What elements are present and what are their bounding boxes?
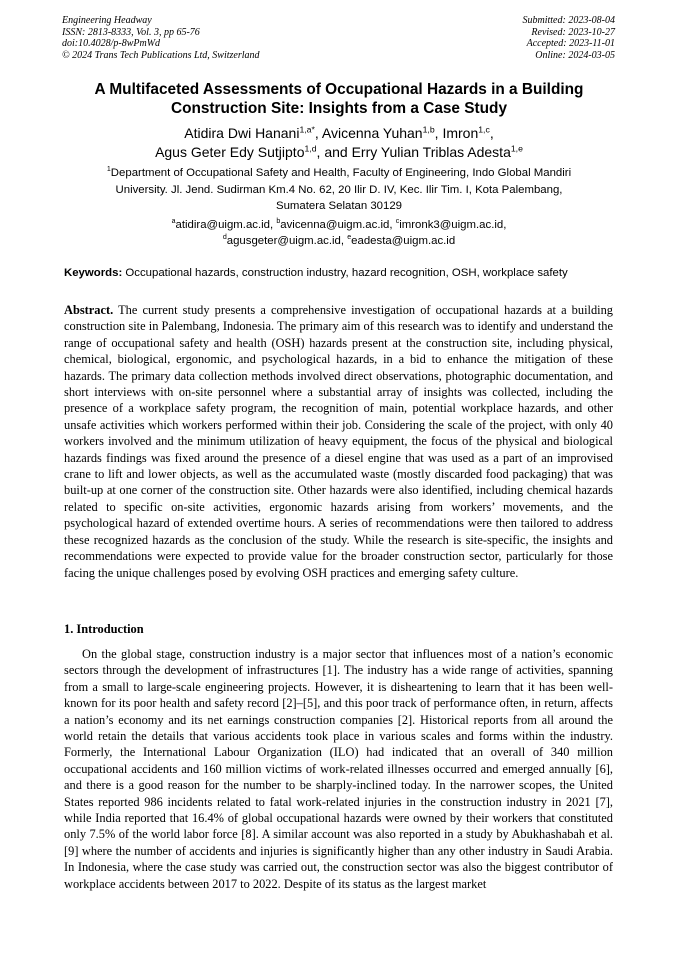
authors-line-2 bbox=[64, 143, 614, 162]
email-link[interactable]: atidira@uigm.ac.id bbox=[175, 219, 271, 231]
abstract bbox=[64, 302, 613, 581]
author-separator: , and bbox=[316, 144, 352, 160]
affiliation-text: Department of Occupational Safety and Health, Faculty of Engineering, Indo Global Mandiri bbox=[110, 167, 572, 179]
email-mark: e bbox=[347, 234, 352, 242]
author-affil-mark: 1,c bbox=[478, 124, 490, 135]
date-online: Online: 2024-03-05 bbox=[535, 49, 615, 61]
introduction-paragraph: On the global stage, construction industry is a major sector that influences most of a nation’s economic sectors through the development of infrastructures [1]. The industry has a wide range of activities, spanning from a small to large-scale engineering projects. However, it is disheartening to learn that it has been well-known for its poor health and safety record [2]–[5], and this poor track of performance often, in return, affects a nation’s economy and its net earnings construction companies [2]. Historical reports from all around the world retain the details that various accidents took place in various scales and forms within the industry. Formerly, the International Labour Organization (ILO) had indicated that an overall of 340 million occupational accidents and 160 million victims of work-related illnesses occurred and emerged annually [6], and there is a good reason for the number to be sharply-inclined today. In the narrower scopes, the United States reported 986 incidents related to fatal work-related injuries in the construction industry in 2021 [7], while India reported that 16.4% of global occupational hazards were owned by their workers that constituted only 7.5% of the world labor force [8]. A similar account was also reported in a study by Abukhashabah et al. [9] where the number of accidents and injuries is significantly higher than any other industry in Saudi Arabia. In Indonesia, where the case study was carried out, the construction sector was also the biggest contributor of workplace accidents between 2017 to 2022. Despite of its status as the largest market bbox=[64, 647, 613, 891]
affiliation-mark: 1 bbox=[106, 166, 111, 174]
author-affil-mark: 1,b bbox=[422, 124, 435, 135]
date-revised: Revised: 2023-10-27 bbox=[531, 26, 615, 38]
author-name: Agus Geter Edy Sutjipto bbox=[155, 144, 305, 160]
title-line-2: Construction Site: Insights from a Case Study bbox=[170, 100, 508, 117]
author-name: Avicenna Yuhan bbox=[321, 125, 423, 141]
author-name: Atidira Dwi Hanani bbox=[184, 125, 300, 141]
email-link[interactable]: avicenna@uigm.ac.id bbox=[280, 219, 390, 231]
author-separator: , bbox=[489, 125, 494, 141]
affiliation-line-3: Sumatera Selatan 30129 bbox=[275, 200, 403, 212]
journal-issn: ISSN: 2813-8333, Vol. 3, pp 65-76 bbox=[62, 26, 200, 38]
date-submitted: Submitted: 2023-08-04 bbox=[522, 15, 615, 26]
email-separator: , bbox=[270, 219, 277, 231]
emails-line-2 bbox=[64, 233, 614, 249]
email-mark: c bbox=[395, 218, 400, 226]
journal-doi: doi:10.4028/p-8wPmWd bbox=[62, 38, 161, 49]
section-heading-introduction: 1. Introduction bbox=[64, 622, 144, 636]
abstract-label: Abstract. bbox=[64, 303, 114, 317]
emails-line-1 bbox=[64, 217, 614, 233]
author-emails bbox=[64, 217, 614, 249]
affiliation-line-2: University. Jl. Jend. Sudirman Km.4 No. 62, 20 Ilir D. IV, Kec. Ilir Tim. I, Kota Palembang, bbox=[115, 183, 563, 196]
authors-line-1 bbox=[64, 124, 614, 143]
journal-copyright: © 2024 Trans Tech Publications Ltd, Switzerland bbox=[62, 49, 260, 61]
email-separator: , bbox=[389, 219, 396, 231]
journal-name: Engineering Headway bbox=[62, 15, 152, 26]
author-affil-mark: 1,e bbox=[510, 143, 523, 154]
email-link[interactable]: eadesta@uigm.ac.id bbox=[351, 235, 456, 247]
email-separator: , bbox=[340, 235, 348, 247]
keywords-label: Keywords: bbox=[64, 267, 123, 279]
title-line-1: A Multifaceted Assessments of Occupational Hazards in a Building bbox=[94, 81, 584, 98]
author-name: Erry Yulian Triblas Adesta bbox=[351, 144, 511, 160]
journal-info bbox=[62, 15, 260, 61]
email-link[interactable]: imronk3@uigm.ac.id bbox=[399, 219, 504, 231]
submission-dates bbox=[523, 15, 616, 61]
email-mark: a bbox=[171, 218, 176, 226]
paper-title bbox=[64, 80, 614, 118]
email-mark: b bbox=[276, 218, 281, 226]
author-list bbox=[64, 124, 614, 162]
email-mark: d bbox=[222, 234, 227, 242]
author-affil-mark: 1,d bbox=[304, 143, 317, 154]
affiliation-line-1 bbox=[64, 165, 614, 182]
author-affil-mark: 1,a* bbox=[299, 124, 315, 135]
keywords bbox=[64, 265, 624, 281]
affiliation bbox=[64, 165, 614, 215]
date-accepted: Accepted: 2023-11-01 bbox=[526, 38, 615, 49]
email-link[interactable]: agusgeter@uigm.ac.id bbox=[226, 235, 341, 247]
author-separator: , bbox=[314, 125, 322, 141]
author-name: Imron bbox=[442, 125, 479, 141]
keywords-text: Occupational hazards, construction industry, hazard recognition, OSH, workplace safety bbox=[125, 267, 568, 279]
abstract-text: The current study presents a comprehensive investigation of occupational hazards at a building construction site in Palembang, Indonesia. The primary aim of this research was to identify and understand the range of occupational safety and health (OSH) hazards present at the construction site, including physical, chemical, biological, ergonomic, and psychological hazards, in a bid to enhance the mitigation of these hazards. The primary data collection methods involved direct observations, photographic documentation, and short interviews with on-site personnel where a substantial array of insights was collected, including the presence of a workplace safety program, the recognition of main, potential workplace hazards, and other unsafe activities which workers performed within their job. Considering the scale of the project, with only 40 workers involved and the minimum utilization of heavy equipment, the focus of the physical and biological hazards findings was fixed around the presence of a diesel engine that was used as a part of an improvised crane to lift and lower objects, as well as the accumulated waste (mostly discarded food packaging) that was built-up at one corner of the construction site. Other hazards were also identified, including chemical hazards related to specific on-site activities, ergonomic hazards arising from workers’ movements, and the psychological hazard of extended overtime hours. A series of recommendations were then tailored to address these recognized hazards as the conclusion of the study. While the research is site-specific, the insights and recommendations were expected to provide value for the broader construction sector, particularly for those facing the unique challenges posed by evolving OSH practices and emerging safety culture. bbox=[64, 303, 613, 580]
author-separator: , bbox=[434, 125, 443, 141]
email-separator: , bbox=[503, 219, 507, 231]
